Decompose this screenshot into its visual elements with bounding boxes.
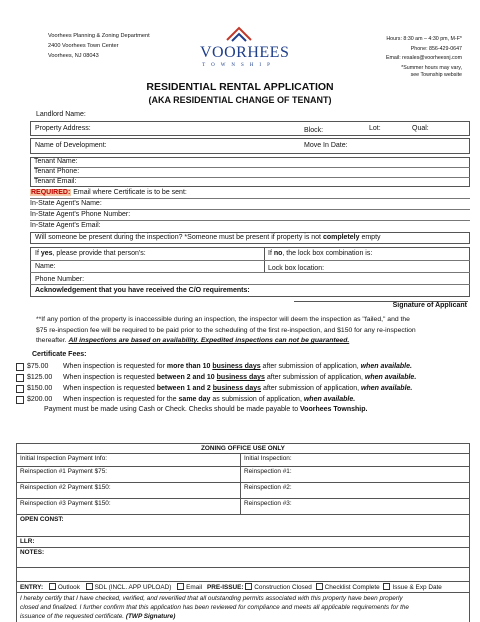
acknowledgement-label: Acknowledgement that you have received the C/O requirements: [35,287,250,294]
fee-text: When inspection is requested for [62,363,167,370]
fee-text-after: after submission of application, [260,363,361,370]
entry-row [17,582,470,593]
sdl-label: SDL (INCL. APP UPLOAD) [94,584,172,591]
fee-window: same day [178,396,211,403]
issue-exp-date-checkbox[interactable] [383,583,390,590]
notice-line-1: **If any portion of the property is inaccessible during an inspection, the inspector will deem the inspection as "failed," and the [36,316,410,323]
fee-text: When inspection is requested [62,374,157,381]
fee-option-2[interactable] [16,373,416,383]
contact-phone-label: Phone Number: [35,276,85,283]
fee-checkbox[interactable] [16,374,24,382]
zoning-office-table [16,443,470,622]
fee-text-after: after submission of application, [261,385,362,392]
availability-notice: All inspections are based on availability. Expedited inspections can not be guaranteed. [68,337,350,344]
email-checkbox[interactable] [177,583,184,590]
required-tag: REQUIRED: [31,189,71,196]
payment-text: Payment must be made using Cash or Check. Checks should be made payable to [44,406,301,413]
if-no-suffix: , the lock box combination is: [282,250,373,257]
outlook-label: Outlook [57,584,80,591]
fee-option-1[interactable] [16,362,412,372]
township-logo [200,26,290,68]
block-label: Block: [304,127,324,134]
someone-present-question [35,233,381,243]
fee-checkbox[interactable] [16,385,24,393]
signature-label: Signature of Applicant [392,302,467,309]
fee-amount: $125.00 [27,374,53,381]
office-hours: Hours: 8:30 am – 4:30 pm, M-F* [386,36,462,42]
agent-name-label: In-State Agent's Name: [30,199,470,210]
email-label: Email [186,584,203,591]
certify-line-2: closed and finalized. I further confirm that this application has been reviewed for compliance and meets all applicable requirements for the [20,604,409,611]
certificate-email-label: Email where Certificate is to be sent: [71,189,187,196]
payment-instructions [44,405,367,415]
lock-box-label: Lock box location: [268,265,325,272]
reinspection-3-payment-cell[interactable]: Reinspection #3 Payment $150: [17,499,241,515]
fee-text: When inspection is requested [62,385,157,392]
fee-amount: $150.00 [27,385,53,392]
fee-availability: when available. [361,385,413,392]
tenant-email-label: Tenant Email: [34,178,77,185]
fee-availability: when available. [303,396,356,403]
certification-statement [17,593,470,622]
contact-grid-line-2 [30,272,470,273]
logo-subtitle: TOWNSHIP [202,63,276,68]
fee-window: between 2 and 10 [156,374,217,381]
reinspection-3-cell[interactable]: Reinspection #3: [241,499,470,515]
address-line-2: Voorhees, NJ 08043 [48,53,99,59]
entry-label: ENTRY: [20,584,44,591]
certificate-fees-heading: Certificate Fees: [32,351,87,358]
fee-checkbox[interactable] [16,363,24,371]
construction-closed-checkbox[interactable] [245,583,252,590]
contact-name-label: Name: [35,263,56,270]
lot-label: Lot: [369,125,381,132]
if-yes-suffix: , please provide that person's: [52,250,146,257]
certificate-email-field[interactable] [30,188,470,199]
office-contact [386,35,462,79]
summer-hours-note [386,65,462,79]
contact-grid-line-1 [30,260,470,261]
fee-text-after: after submission of application, [264,374,365,381]
llr-cell[interactable]: LLR: [17,537,470,548]
if-no-label [268,249,372,259]
if-no-word: no [273,250,283,257]
checklist-complete-label: Checklist Complete [324,584,380,591]
fee-text: When inspection is requested for the [62,396,179,403]
fee-option-3[interactable] [16,384,412,394]
outlook-checkbox[interactable] [49,583,56,590]
agent-phone-label: In-State Agent's Phone Number: [30,210,470,221]
issue-exp-date-label: Issue & Exp Date [392,584,442,591]
someone-present-end: empty [359,234,381,241]
notice-line-3: thereafter. [36,337,69,344]
summer-note-line-2: see Township website [410,71,462,78]
landlord-name-label: Landlord Name: [36,111,86,118]
sdl-checkbox[interactable] [86,583,93,590]
development-label: Name of Development: [35,142,107,149]
property-address-field[interactable] [30,121,470,136]
signature-line[interactable] [294,301,468,302]
agent-email-label: In-State Agent's Email: [30,222,101,229]
inspection-notice [36,315,468,347]
logo-mark-icon [224,26,254,44]
reinspection-2-payment-cell[interactable]: Reinspection #2 Payment $150: [17,483,241,499]
logo-name: VOORHEES [200,44,290,61]
tenant-name-label: Tenant Name: [34,157,470,168]
fee-option-4[interactable] [16,395,355,405]
if-yes-label [35,249,146,259]
fee-availability: when available. [364,374,417,381]
form-subtitle: (AKA RESIDENTIAL CHANGE OF TENANT) [148,95,332,105]
form-title-block [0,81,480,105]
notice-line-2: $75 re-inspection fee will be required to be paid prior to the scheduling of the first re-inspection, and $150 for any re-inspection [36,326,416,334]
notes-cell[interactable]: NOTES: [17,548,470,568]
property-address-label: Property Address: [35,125,91,132]
summer-note-line-1: *Summer hours may vary, [401,64,462,71]
qual-label: Qual: [412,125,429,132]
completely-emphasis: completely [322,234,360,241]
payee-name: Voorhees Township. [300,406,368,413]
contact-grid-line-3 [30,284,470,285]
department-address [48,31,150,61]
fee-window: between 1 and 2 [156,385,213,392]
twp-signature-label: (TWP Signature) [125,613,176,620]
fee-amount: $200.00 [27,396,53,403]
office-email: Email: resales@voorheesnj.com [385,55,462,61]
reinspection-1-payment-cell[interactable]: Reinspection #1 Payment $75: [17,467,241,483]
checklist-complete-checkbox[interactable] [316,583,323,590]
if-no-prefix: If [268,250,274,257]
fee-window: more than 10 [166,363,213,370]
reinspection-1-cell[interactable]: Reinspection #1: [241,467,470,483]
someone-present-text: Will someone be present during the inspection? *Someone must be present if property is not [35,234,323,241]
notes-extra-cell[interactable] [17,568,470,582]
form-title: RESIDENTIAL RENTAL APPLICATION [146,81,334,93]
fee-business-days: business days [216,374,265,381]
initial-payment-cell[interactable]: Initial Inspection Payment Info: [17,454,241,467]
certify-line-3: issuance of the requested certificate. [20,613,126,620]
move-in-date-label: Move In Date: [304,142,348,149]
fee-business-days: business days [212,363,261,370]
reinspection-2-cell[interactable]: Reinspection #2: [241,483,470,499]
office-phone: Phone: 856-429-0647 [410,45,462,52]
fee-text-after: as submission of application, [210,396,304,403]
construction-closed-label: Construction Closed [254,584,312,591]
fee-amount: $75.00 [27,363,49,370]
if-yes-word: yes [40,250,53,257]
initial-inspection-cell[interactable]: Initial Inspection: [241,454,470,467]
pre-issue-label: PRE-ISSUE: [206,584,244,591]
fee-business-days: business days [212,385,262,392]
certify-line-1: I hereby certify that I have checked, verified, and reverified that all outstanding permits associated with this property have been properly [20,595,403,602]
open-const-cell[interactable]: OPEN CONST: [17,515,470,537]
fee-checkbox[interactable] [16,396,24,404]
if-yes-prefix: If [35,250,41,257]
address-line-1: 2400 Voorhees Town Center [48,43,119,49]
zoning-office-heading: ZONING OFFICE USE ONLY [17,444,470,454]
fee-availability: when available. [360,363,412,370]
tenant-phone-label: Tenant Phone: [34,167,470,178]
department-name: Voorhees Planning & Zoning Department [48,33,150,39]
